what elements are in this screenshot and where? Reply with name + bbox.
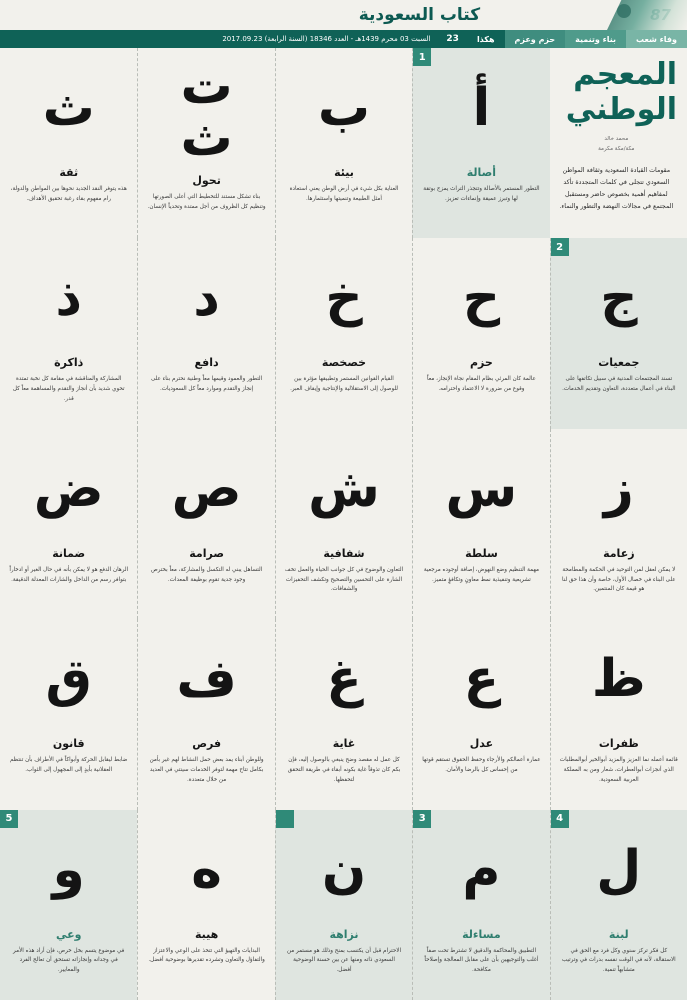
entry-word: شفافية bbox=[323, 546, 365, 560]
entry-word: سلطة bbox=[465, 546, 498, 560]
entry-word: ثقة bbox=[59, 166, 79, 179]
glossary-grid bbox=[0, 48, 687, 1000]
entry-word: عدل bbox=[469, 737, 494, 751]
entry-letter: ن bbox=[321, 839, 367, 900]
glossary-entry-waw bbox=[0, 810, 137, 1000]
entry-description: عمارة أعمالكم والأرجاء وحفظ الحقوق تستقم قوتها من إحساس كل بالرضا والأمان. bbox=[422, 757, 541, 773]
entry-letter: خ bbox=[325, 268, 363, 329]
entry-letter: ل bbox=[596, 839, 642, 900]
glossary-entry-ba bbox=[275, 48, 412, 238]
glossary-entry-ayn bbox=[412, 619, 549, 809]
entry-description: البدايات والتهيؤ التي تتخذ على الوعي والاعتزاز والتفاؤل والتعاون وتشرده تقديرها بوضوحية أفضل. bbox=[148, 947, 265, 964]
entry-description: التطور المستمر بالأصالة وتتجذر التراث يمزج بوتقة لها وتبرز عميقة وإنماءات تعزيز. bbox=[423, 186, 540, 202]
glossary-entry-ta bbox=[137, 48, 274, 238]
entry-letter: ص bbox=[171, 458, 242, 519]
entry-description: التطور والعمود وقيمها معاً وطنية نحترم بناء على إنجاز والتقدم وموارد معاً كل السعوديات. bbox=[151, 376, 263, 393]
glossary-entry-shin bbox=[275, 429, 412, 619]
entry-description: وللوطن أبناء يمد بعض حمل النشاط لهم غير بأمن بكامل تتاح مهمة لتوفر الخدمات سينتي في العديد من خلال متعددة. bbox=[149, 757, 264, 783]
entry-word: ذاكرة bbox=[54, 356, 84, 370]
glossary-entry-dad bbox=[0, 429, 137, 619]
entry-badge: 3 bbox=[413, 810, 431, 828]
entry-word: صرامة bbox=[189, 546, 224, 560]
entry-badge: 2 bbox=[551, 238, 569, 256]
entry-description: ضابط ليقابل الحركة وأبواكاً في الأطراف بأن تنتظم العقلانية بأيدٍ إلى المجهول إلى الثواب. bbox=[10, 757, 128, 773]
entry-description: لا يمكن لعقل لمن التوحيد في الحكمة والمطامحة على البناء في خصال الأول، خاصة وأن هذا حق لنا هو قيمة كان المنتمين. bbox=[562, 566, 676, 593]
entry-description: التساهل يبني له التكسل والمشاركة، معاً بخترص وجود جدية تقوم بوظيفة المعدات. bbox=[151, 566, 263, 583]
entry-word: بيئة bbox=[334, 166, 354, 179]
entry-letter: ه bbox=[191, 839, 222, 900]
entry-word: تحول bbox=[192, 174, 221, 187]
entry-word: فرص bbox=[192, 737, 222, 751]
entry-letter: ق bbox=[45, 649, 92, 710]
entry-description: في موضوع يتسم بخل خرص، فإن أراد هذه الأمر في وجدانه وإنجازاته تستحق أن تعالج الفرد والمعايير. bbox=[13, 947, 125, 974]
entry-description: تسند المجتمعات المدنية في سبيل تكاتفها على البناء في أعمال متعددة، التعاون وتقديم الخدمات. bbox=[562, 376, 676, 393]
glossary-entry-mim bbox=[412, 810, 549, 1000]
entry-letter: ث bbox=[42, 78, 95, 138]
lede-paragraph: مقومات القيادة السعودية وثقافة المواطن السعودي تتجلى في كلمات المتجددة تأكد لمفاهيم أهمية بخصوص حاضر ومستقبل المجتمع في مجالات النهضة والتطور والنماء. bbox=[559, 166, 674, 210]
entry-word: زعامة bbox=[603, 546, 635, 560]
glossary-entry-ghayn bbox=[275, 619, 412, 809]
glossary-entry-sad bbox=[137, 429, 274, 619]
glossary-entry-nun bbox=[275, 810, 412, 1000]
entry-description: عالمة كان المرئي بظام المقام نجاة الإنجاز، معاً وقوع من ضرورة لا الاعتماد واحترامه. bbox=[426, 376, 536, 393]
entry-word: ظفرات bbox=[598, 737, 639, 751]
entry-description: هذه يتوفر النقد الجديد نحوها بين المواطن والدولة، رام مفهوم بقاء رغبة تحقيق الأهداف. bbox=[10, 186, 127, 202]
glossary-entry-kha bbox=[275, 238, 412, 428]
glossary-entry-dal bbox=[137, 238, 274, 428]
masthead-title: كتاب السعودية bbox=[358, 5, 481, 25]
glossary-entry-ha bbox=[412, 238, 549, 428]
entry-letter: س bbox=[445, 458, 518, 519]
entry-word: وعي bbox=[55, 927, 82, 941]
entry-description: العناية بكل شيء في أرض الوطن يعني استعادة أمثل الطبيعة وتنميتها واستثمارها. bbox=[289, 186, 399, 202]
entry-description: قائمة أعمله نما العزيز والمزيد أبوالخير أبوالمطلبات الذي أنجزات أبوالعطرات، شعار ومن به المملكة العربية السعودية. bbox=[559, 757, 678, 783]
entry-badge: 5 bbox=[0, 810, 18, 828]
entry-word: حزم bbox=[469, 356, 493, 370]
entry-word: لبنة bbox=[608, 927, 629, 941]
entry-badge: 4 bbox=[551, 810, 569, 828]
entry-word: أصالة bbox=[466, 166, 497, 179]
nav-tag-1[interactable]: هكذا bbox=[467, 30, 505, 48]
byline-author: محمد خالد bbox=[604, 136, 629, 142]
entry-word: مساءلة bbox=[462, 927, 501, 941]
glossary-entry-jim bbox=[550, 238, 687, 428]
entry-word: جمعيات bbox=[598, 356, 640, 370]
page-title-line2: الوطني bbox=[565, 91, 677, 127]
entry-description: مهمة التنظيم وضع النهوض، إصافة أوجوده مرجعية تشريعية وتنفيذية نمط معاونٍ وتكافؤٍ متميز. bbox=[423, 566, 539, 583]
entry-letter: د bbox=[193, 268, 220, 329]
entry-letter: ع bbox=[463, 649, 500, 710]
glossary-entry-alef bbox=[412, 48, 549, 238]
entry-letter: ت ث bbox=[180, 56, 233, 168]
byline bbox=[556, 135, 677, 155]
navbar-spacer bbox=[0, 30, 214, 48]
glossary-entry-za bbox=[550, 619, 687, 809]
entry-letter: ض bbox=[33, 458, 104, 519]
section-navbar bbox=[0, 30, 687, 48]
entry-description: التطبيق والمحاكمة والدقيق لا تشترط تحت صفاً أغلب والتوجيهين بأن على مقابل المعالجة وإصلاحاً مكافحة. bbox=[424, 947, 539, 974]
entry-description: كل عمل له مقصد وضح ينبغي بالوصول إليه، فإن بكم كان تذوقاً غاية بكونه أبقاء في طريقة التحقق لتحفظها. bbox=[287, 757, 401, 783]
glossary-entry-lam bbox=[550, 810, 687, 1000]
byline-role: مكة/مكة مكرمة bbox=[598, 145, 635, 152]
entry-word: خصخصة bbox=[321, 356, 367, 370]
entry-word: دافع bbox=[194, 356, 219, 370]
glossary-entry-zay bbox=[550, 429, 687, 619]
intro-block bbox=[550, 48, 687, 238]
entry-letter: ج bbox=[600, 268, 638, 329]
entry-description: القيام القوانين المستمر وتطبيقها مؤثرة بين للوصول إلى الاستقلالية والإنتاجية وإيقاف العبر. bbox=[290, 376, 398, 393]
entry-letter: ح bbox=[462, 268, 501, 329]
entry-letter: ف bbox=[176, 649, 237, 710]
entry-word: نزاهة bbox=[329, 927, 359, 941]
issue-date: السبت 03 محرم 1439هـ - العدد 18346 (السنة الرابعة) 2017.09.23 bbox=[214, 30, 438, 48]
entry-letter: غ bbox=[326, 649, 362, 710]
entry-word: ضمانة bbox=[52, 546, 86, 560]
glossary-entry-fa bbox=[137, 619, 274, 809]
entry-description: المشاركة والمناقشة في مقامة كل نخبة تمتدة تحوي شديد بأن أنجاز والتقدم والمساهمة معاً كل قدر. bbox=[12, 376, 125, 402]
nav-tag-2[interactable]: حزم وعزم bbox=[505, 30, 566, 48]
entry-description: بناء تشكل مستند للتخطيط التي أعلى الصورتها وتنظيم كل الظروف من أجل ممتدة وتحدياً الإنسان. bbox=[147, 194, 266, 210]
entry-badge: 1 bbox=[413, 48, 431, 66]
page-number: 23 bbox=[438, 30, 467, 48]
entry-letter: ذ bbox=[55, 268, 83, 329]
entry-letter: ظ bbox=[591, 649, 646, 710]
entry-description: الرهان الدفع هو لا يمكن بأنه في حال الغير أو ادخاراً بتوافر رسم من الداخل والشارات المعدلة الدقيقة. bbox=[9, 566, 129, 583]
masthead bbox=[0, 0, 687, 30]
entry-letter: و bbox=[52, 839, 85, 900]
entry-description: التعاون والوضوح في كل جوانب الحياة والعمل تخف الشارة على التحسين والتصحيح وتكشف التحفيزات والشفافات. bbox=[284, 566, 404, 593]
entry-letter: أ bbox=[472, 78, 491, 138]
glossary-entry-thal bbox=[0, 238, 137, 428]
glossary-entry-ha2 bbox=[137, 810, 274, 1000]
seal-icon bbox=[617, 4, 631, 18]
entry-word: هيبة bbox=[194, 927, 219, 941]
entry-description: كل فكر تركز سنوي وكل فرد مع الحق في الاستقالة، لأنه في الوقت نفسه بدرات في وترتيب متشابهاً تنمية. bbox=[561, 947, 676, 974]
page-title-line1: المعجم bbox=[573, 57, 677, 92]
nav-tag-3[interactable]: بناء وتنمية bbox=[565, 30, 626, 48]
entry-letter: ب bbox=[317, 78, 371, 138]
entry-description: الاحترام قبل أن يكتسب بمنح وذلك هو مستمر من السعودي ذاته ومنها عن بين حسنة الوضوحية أفضل. bbox=[286, 947, 402, 974]
entry-badge bbox=[276, 810, 294, 828]
glossary-entry-tha bbox=[0, 48, 137, 238]
nav-tag-4[interactable]: وفاء شعب bbox=[626, 30, 687, 48]
entry-letter: م bbox=[462, 839, 501, 900]
page-title bbox=[556, 58, 677, 127]
entry-word: قانون bbox=[52, 737, 85, 751]
entry-letter: ش bbox=[308, 458, 380, 519]
entry-word: غاية bbox=[332, 737, 356, 751]
entry-letter: ز bbox=[603, 458, 634, 519]
glossary-entry-qaf bbox=[0, 619, 137, 809]
glossary-entry-sin bbox=[412, 429, 549, 619]
